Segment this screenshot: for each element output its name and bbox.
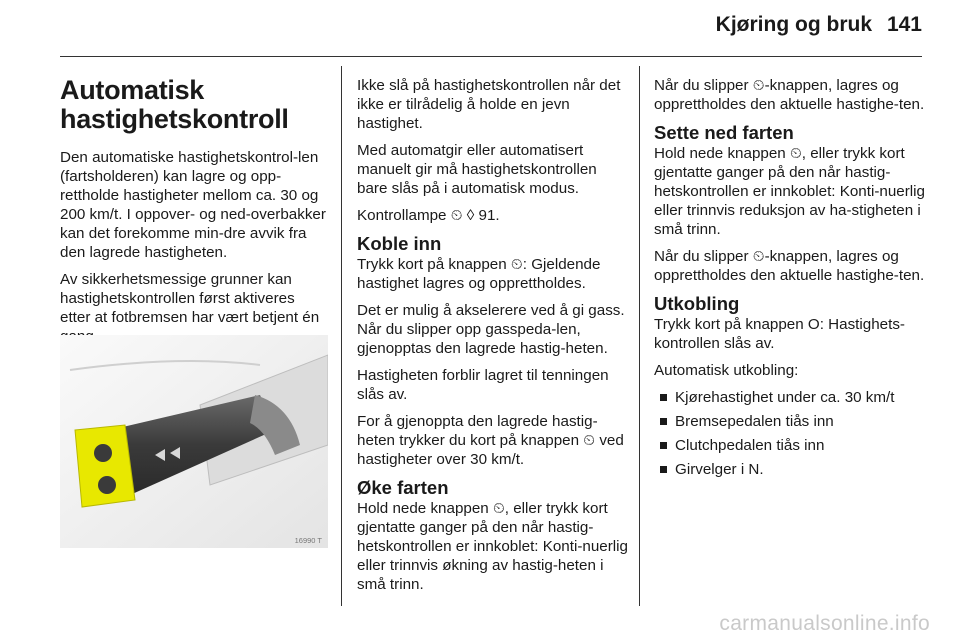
section-title-line1: Automatisk xyxy=(60,75,205,105)
paragraph: Hastigheten forblir lagret til tenningen slås av. xyxy=(357,367,609,403)
section-title xyxy=(60,76,328,134)
column-divider xyxy=(341,66,342,606)
paragraph: Hold nede knappen ⏲, eller trykk kort gjentatte ganger på den når hastig-hetskontrollen er innkoblet: Konti-nuerlig eller trinnvis økning av hastig-heten i små trinn. xyxy=(357,500,629,593)
paragraph: Hold nede knappen ⏲, eller trykk kort gjentatte ganger på den når hastig-hetskontrollen er innkoblet: Konti-nuerlig eller trinnvis reduksjon av ha-stigheten i små trinn. xyxy=(654,145,926,238)
list-item: Bremsepedalen tiås inn xyxy=(654,412,926,431)
cruise-control-figure xyxy=(60,335,328,548)
paragraph: Automatisk utkobling: xyxy=(654,362,799,379)
paragraph: Kontrollampe ⏲ ◊ 91. xyxy=(357,207,500,224)
page-header-title: Kjøring og bruk xyxy=(715,13,872,36)
cruise-control-stalk-illustration xyxy=(60,335,328,548)
column-divider xyxy=(639,66,640,606)
stalk-highlighted-end xyxy=(75,425,135,507)
column-2 xyxy=(357,76,629,602)
paragraph: Når du slipper ⏲-knappen, lagres og opprettholdes den aktuelle hastighe-ten. xyxy=(654,248,925,284)
auto-disengage-list xyxy=(654,388,926,479)
paragraph: Med automatgir eller automatisert manuelt gir må hastighetskontrollen bare slås på i automatisk modus. xyxy=(357,142,597,197)
paragraph: Trykk kort på knappen ⏲: Gjeldende hastighet lagres og opprettholdes. xyxy=(357,256,601,292)
set-decelerate-button-icon xyxy=(98,476,116,494)
column-1 xyxy=(60,76,328,354)
paragraph: Trykk kort på knappen O: Hastighets-kontrollen slås av. xyxy=(654,316,905,352)
subsection-heading: Sette ned farten xyxy=(654,122,794,143)
list-item: Kjørehastighet under ca. 30 km/t xyxy=(654,388,926,407)
paragraph: Den automatiske hastighetskontrol-len (fartsholderen) kan lagre og opp-rettholde hastigheter mellom ca. 30 og 200 km/t. I oppover- og ned-overbakker kan det forekomme min-dre avvik fra den lagrede hastigheten. xyxy=(60,149,326,261)
page-number: 141 xyxy=(886,13,922,36)
list-item: Girvelger i N. xyxy=(654,460,926,479)
paragraph: Det er mulig å akselerere ved å gi gass. Når du slipper opp gasspeda-len, gjenopptas den lagrede hastig-heten. xyxy=(357,302,625,357)
column-3 xyxy=(654,76,926,484)
subsection-heading: Koble inn xyxy=(357,233,442,254)
subsection-heading: Øke farten xyxy=(357,477,449,498)
paragraph: For å gjenoppta den lagrede hastig-heten trykker du kort på knappen ⏲ ved hastigheter over 30 km/t. xyxy=(357,413,624,468)
resume-accelerate-button-icon xyxy=(94,444,112,462)
watermark: carmanualsonline.info xyxy=(719,612,930,635)
header-rule xyxy=(60,56,922,57)
paragraph: Av sikkerhetsmessige grunner kan hastighetskontrollen først aktiveres etter at fotbremsen har vært betjent én xyxy=(60,271,320,326)
paragraph: Når du slipper ⏲-knappen, lagres og opprettholdes den aktuelle hastighe-ten. xyxy=(654,77,925,113)
paragraph: Ikke slå på hastighetskontrollen når det ikke er tilrådelig å holde en jevn hastighet. xyxy=(357,77,621,132)
list-item: Clutchpedalen tiås inn xyxy=(654,436,926,455)
subsection-heading: Utkobling xyxy=(654,293,740,314)
section-title-line2: hastighetskontroll xyxy=(60,104,289,134)
figure-code: 16990 T xyxy=(294,536,322,545)
